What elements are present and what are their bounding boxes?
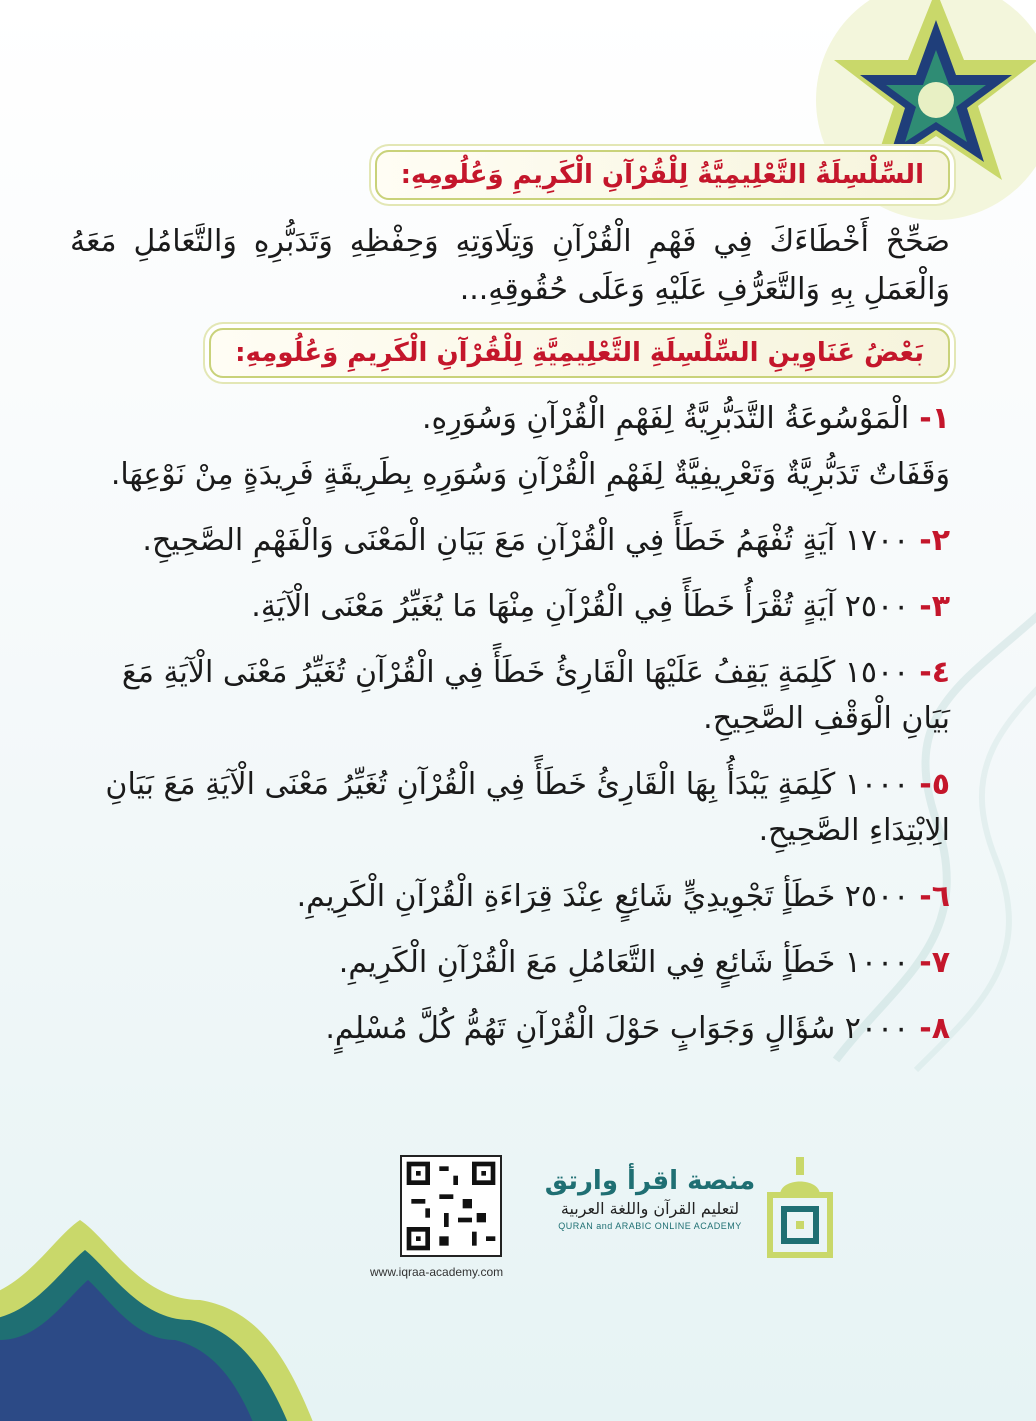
brand-english: QURAN and ARABIC ONLINE ACADEMY (558, 1221, 742, 1231)
qr-code-icon[interactable] (400, 1155, 502, 1257)
list-item: ١-الْمَوْسُوعَةُ التَّدَبُّرِيَّةُ لِفَهْمِ الْقُرْآنِ وَسُوَرِهِ. (421, 401, 950, 436)
main-content (70, 150, 950, 1072)
brand-name: منصة اقرأ وارتق (544, 1166, 756, 1196)
academy-brand (540, 1165, 760, 1231)
intro-paragraph: صَحِّحْ أَخْطَاءَكَ فِي فَهْمِ الْقُرْآنِ وَتِلَاوَتِهِ وَحِفْظِهِ وَتَدَبُّرِهِ وَالتَّعَامُلِ مَعَهُ وَالْعَمَلِ بِهِ وَالتَّعَرُّفِ عَلَيْهِ وَعَلَى حُقُوقِهِ... (70, 224, 950, 307)
list-item: ٤-١٥٠٠ كَلِمَةٍ يَقِفُ عَلَيْهَا الْقَارِئُ خَطَأً فِي الْقُرْآنِ تُغَيِّرُ مَعْنَى الْآيَةِ مَعَ بَيَانِ الْوَقْفِ الصَّحِيحِ. (121, 655, 950, 736)
list-item: ٣-٢٥٠٠ آيَةٍ تُقْرَأُ خَطَأً فِي الْقُرْآنِ مِنْهَا مَا يُغَيِّرُ مَعْنَى الْآيَةِ. (251, 589, 950, 624)
mosque-dome-ornament-icon (0, 1180, 400, 1421)
publisher-footer (370, 1155, 970, 1285)
titles-heading-banner: بَعْضُ عَنَاوِينِ السِّلْسِلَةِ التَّعْلِيمِيَّةِ لِلْقُرْآنِ الْكَرِيمِ وَعُلُومِهِ: (209, 328, 950, 378)
list-item: ٥-١٠٠٠ كَلِمَةٍ يَبْدَأُ بِهَا الْقَارِئُ خَطَأً فِي الْقُرْآنِ تُغَيِّرُ مَعْنَى الْآيَةِ مَعَ بَيَانِ الِابْتِدَاءِ الصَّحِيحِ. (105, 767, 950, 848)
list-item: ٨-٢٠٠٠ سُؤَالٍ وَجَوَابٍ حَوْلَ الْقُرْآنِ تَهُمُّ كُلَّ مُسْلِمٍ. (325, 1011, 950, 1046)
series-title-banner: السِّلْسِلَةُ التَّعْلِيمِيَّةُ لِلْقُرْآنِ الْكَرِيمِ وَعُلُومِهِ: (375, 150, 950, 200)
list-item: ٦-٢٥٠٠ خَطَأٍ تَجْوِيدِيٍّ شَائِعٍ عِنْدَ قِرَاءَةِ الْقُرْآنِ الْكَرِيمِ. (296, 879, 950, 914)
brand-subtitle: لتعليم القرآن واللغة العربية (560, 1199, 740, 1218)
academy-logo-icon (760, 1155, 840, 1265)
series-titles-list (70, 396, 950, 1052)
list-item: ٧-١٠٠٠ خَطَأٍ شَائِعٍ فِي التَّعَامُلِ مَعَ الْقُرْآنِ الْكَرِيمِ. (338, 945, 950, 980)
item-1-note: وَقَفَاتٌ تَدَبُّرِيَّةٌ وَتَعْرِيفِيَّةٌ لِفَهْمِ الْقُرْآنِ وَسُوَرِهِ بِطَرِيقَةٍ فَرِيدَةٍ مِنْ نَوْعِهَا. (110, 457, 950, 492)
list-item: ٢-١٧٠٠ آيَةٍ تُفْهَمُ خَطَأً فِي الْقُرْآنِ مَعَ بَيَانِ الْمَعْنَى وَالْفَهْمِ الصَّحِيحِ. (142, 523, 950, 558)
academy-url[interactable]: www.iqraa-academy.com (370, 1265, 504, 1279)
